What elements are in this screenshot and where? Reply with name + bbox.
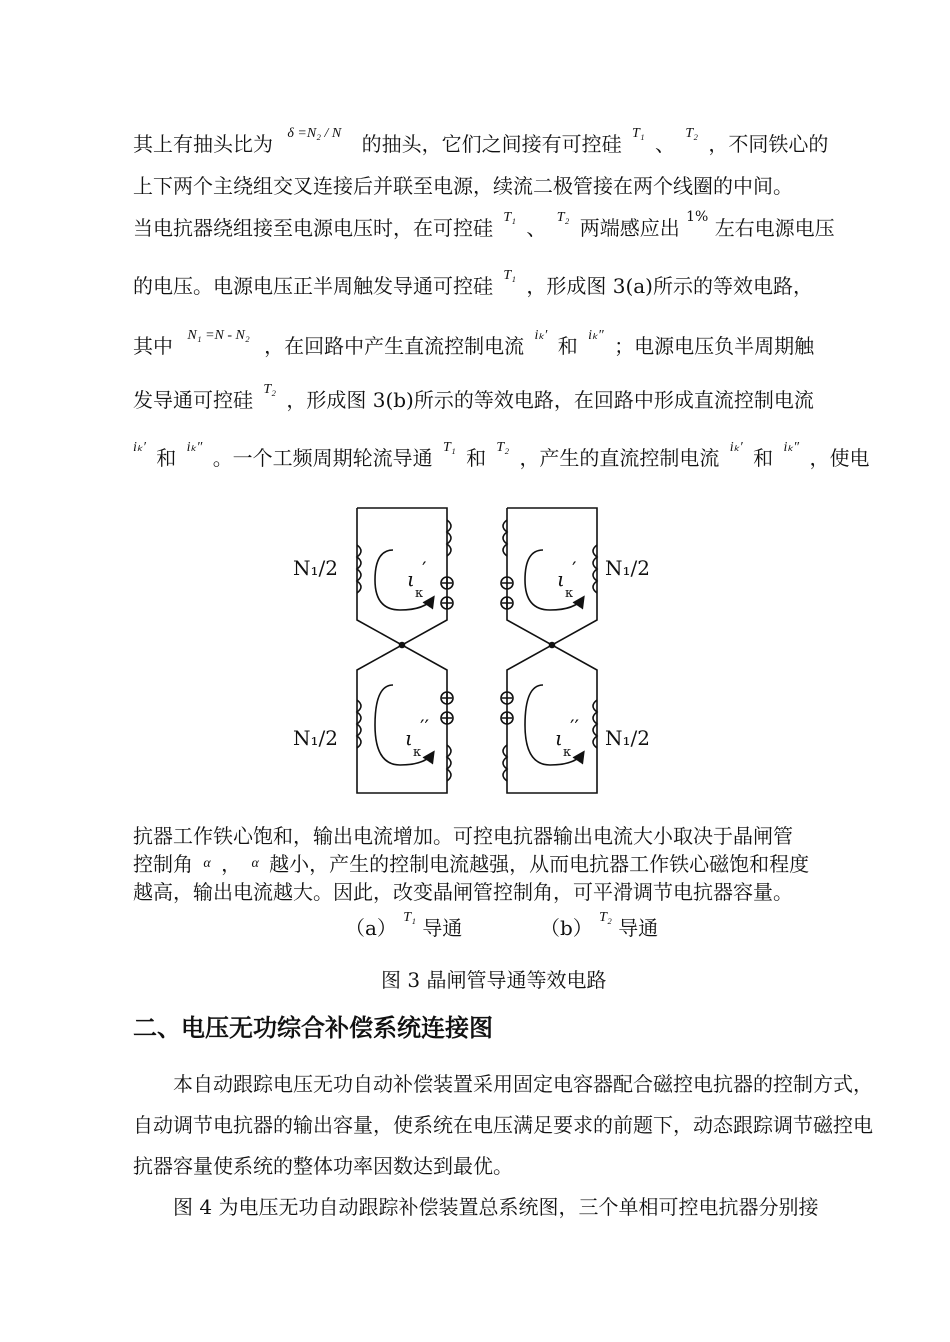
text-line-3: 当电抗器绕组接至电源电压时，在可控硅 $^{T_1}$ 、 $^{T_2}$ 两端感应出 $^{1\%}$ 左右电源电压 (133, 209, 835, 240)
text-line-6: 发导通可控硅 $^{T_2}$ ，形成图 3(b)所示的等效电路，在回路中形成直流控制电流 (133, 382, 814, 412)
circuit-b (501, 508, 597, 793)
svg-text:κ: κ (565, 586, 574, 601)
svg-text:N₁/2: N₁/2 (605, 726, 650, 750)
text-line-5: 其中 $^{N_1 =N - N_2}$ ，在回路中产生直流控制电流 $^{i_k'}$ 和 $^{i_k''}$ ；电源电压负半周期触 (133, 328, 815, 358)
ratio-formula: δ =N₂ / N (287, 126, 342, 141)
paragraph-3: 本自动跟踪电压无功自动补偿装置采用固定电容器配合磁控电抗器的控制方式，自动调节电抗器的输出容量，使系统在电压满足要求的前题下，动态跟踪调节磁控电抗器容量使系统的整体功率因数达到最优。 (133, 1072, 873, 1178)
svg-text:′′: ′′ (420, 715, 430, 739)
equivalent-circuit-diagram (285, 500, 670, 805)
svg-text:′′: ′′ (570, 715, 580, 739)
svg-text:N₁/2: N₁/2 (605, 556, 650, 580)
svg-text:κ: κ (563, 745, 572, 760)
svg-text:κ: κ (413, 745, 422, 760)
text-line-10: 越高，输出电流越大。因此，改变晶闸管控制角，可平滑调节电抗器容量。 (133, 880, 793, 904)
svg-text:ι: ι (555, 726, 563, 750)
text-line-1: 其上有抽头比为 $^{\delta =N_2 / N}$ 的抽头，它们之间接有可控硅 $^{T_1}$ 、 $^{T_2}$ ，不同铁心的 (133, 126, 829, 156)
text-line-4: 的电压。电源电压正半周触发导通可控硅 $^{T_1}$ ，形成图 3(a)所示的等效电路， (133, 268, 813, 298)
text-line-8: 抗器工作铁心饱和，输出电流增加。可控电抗器输出电流大小取决于晶闸管 (133, 824, 793, 848)
section-heading: 二、电压无功综合补偿系统连接图 (133, 1014, 493, 1042)
svg-text:ι: ι (557, 567, 565, 591)
svg-text:ι: ι (405, 726, 413, 750)
svg-text:ι: ι (407, 567, 415, 591)
caption-b: （b） $^{T_2}$ 导通 (540, 910, 659, 940)
svg-text:N₁/2: N₁/2 (293, 726, 338, 750)
svg-text:′: ′ (572, 557, 577, 581)
svg-text:′: ′ (422, 557, 427, 581)
text-line-2: 上下两个主绕组交叉连接后并联至电源，续流二极管接在两个线圈的中间。 (133, 174, 793, 198)
label-n1-half: N₁/2 (293, 556, 338, 580)
text-line-9: 控制角 $^\alpha$ ， $^\alpha$ 越小，产生的控制电流越强，从而电抗器工作铁心磁饱和程度 (133, 852, 810, 876)
caption-a: （a） $^{T_1}$ 导通 (345, 910, 463, 940)
circuit-a (357, 508, 453, 793)
text-line-7: $^{i_k'}$ 和 $^{i_k''}$ 。一个工频周期轮流导通 $^{T_1}$ 和 $^{T_2}$ ，产生的直流控制电流 $^{i_k'}$ 和 $^{i_k''}$ ，使电 (133, 440, 870, 470)
figure-caption: 图 3 晶闸管导通等效电路 (381, 968, 607, 992)
svg-text:κ: κ (415, 586, 424, 601)
paragraph-4: 图 4 为电压无功自动跟踪补偿装置总系统图，三个单相可控电抗器分别接 (173, 1195, 819, 1219)
